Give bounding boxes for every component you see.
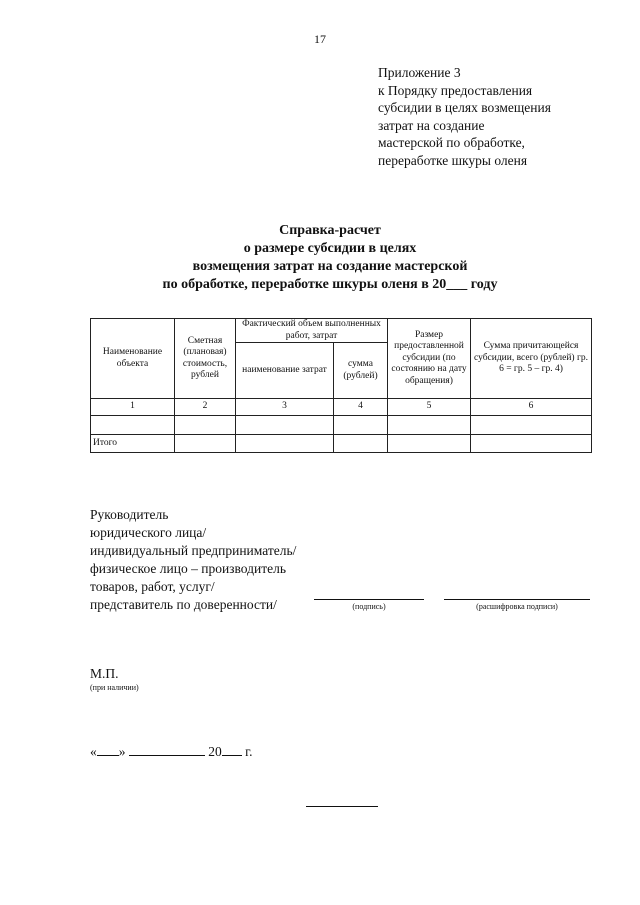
table-cell: 2 [175,399,236,416]
header-cost-name: наименование затрат [236,343,334,399]
table-cell: 1 [91,399,175,416]
title-line: о размере субсидии в целях [243,241,417,256]
date-year-prefix: 20 [208,744,222,759]
header-due-subsidy: Сумма причитающейся субсидии, всего (рублей) гр. 6 = гр. 5 – гр. 4) [471,319,592,399]
document-title [60,222,600,294]
appendix-line: субсидии в целях возмещения [378,100,551,115]
table-cell [471,435,592,453]
appendix-line: мастерской по обработке, [378,135,525,150]
stamp-note: (при наличии) [90,683,139,692]
appendix-line: затрат на создание [378,117,485,133]
table-cell [175,416,236,435]
table-cell [236,435,334,453]
signer-line: товаров, работ, услуг/ [90,579,215,594]
table-cell: 4 [334,399,388,416]
signature-decoding-line[interactable] [444,599,590,600]
signature-decoding-caption: (расшифровка подписи) [476,602,558,611]
table-cell: 3 [236,399,334,416]
title-line: Справка-расчет [279,223,381,238]
appendix-line: Приложение 3 [378,65,461,80]
date-day-blank[interactable] [97,743,119,756]
table-cell [388,416,471,435]
table-cell [334,416,388,435]
table-cell-total-label: Итого [91,435,175,453]
date-close-quote: » [118,744,126,759]
date-open-quote: « [90,744,97,759]
table-row-total [91,435,592,453]
table-cell [175,435,236,453]
signer-line: представитель по доверенности/ [90,597,277,612]
signer-line: Руководитель [90,507,169,522]
signer-line: индивидуальный предприниматель/ [90,543,297,558]
table-row-empty [91,416,592,435]
date-year-suffix: г. [245,744,253,759]
footer-divider [306,806,378,807]
stamp-label: М.П. [90,666,119,681]
table-cell: 6 [471,399,592,416]
header-actual-works: Фактический объем выполненных работ, затрат [236,319,388,343]
table-header-row [91,319,592,343]
signer-line: физическое лицо – производитель [90,561,287,576]
header-object-name: Наименование объекта [91,319,175,399]
appendix-line: к Порядку предоставления [378,82,533,98]
signer-line: юридического лица/ [90,525,207,540]
page-number: 17 [314,32,326,46]
date-month-blank[interactable] [129,743,205,756]
table-cell [236,416,334,435]
table-cell [388,435,471,453]
appendix-reference [378,64,551,169]
header-cost-sum: сумма (рублей) [334,343,388,399]
table-cell [91,416,175,435]
header-provided-subsidy: Размер предоставленной субсидии (по состоянию на дату обращения) [388,319,471,399]
table-cell: 5 [388,399,471,416]
date-line [90,743,253,760]
table-cell [471,416,592,435]
signature-caption: (подпись) [352,602,386,611]
header-estimate-cost: Сметная (плановая) стоимость, рублей [175,319,236,399]
title-line: по обработке, переработке шкуры оленя в 20___ году [162,277,498,292]
table-row-column-numbers [91,399,592,416]
date-year-blank[interactable] [222,743,242,756]
table-cell [334,435,388,453]
signature-line[interactable] [314,599,424,600]
signer-block [90,506,296,614]
appendix-line: переработке шкуры оленя [378,152,528,168]
calculation-table [90,318,592,453]
title-line: возмещения затрат на создание мастерской [192,259,468,274]
